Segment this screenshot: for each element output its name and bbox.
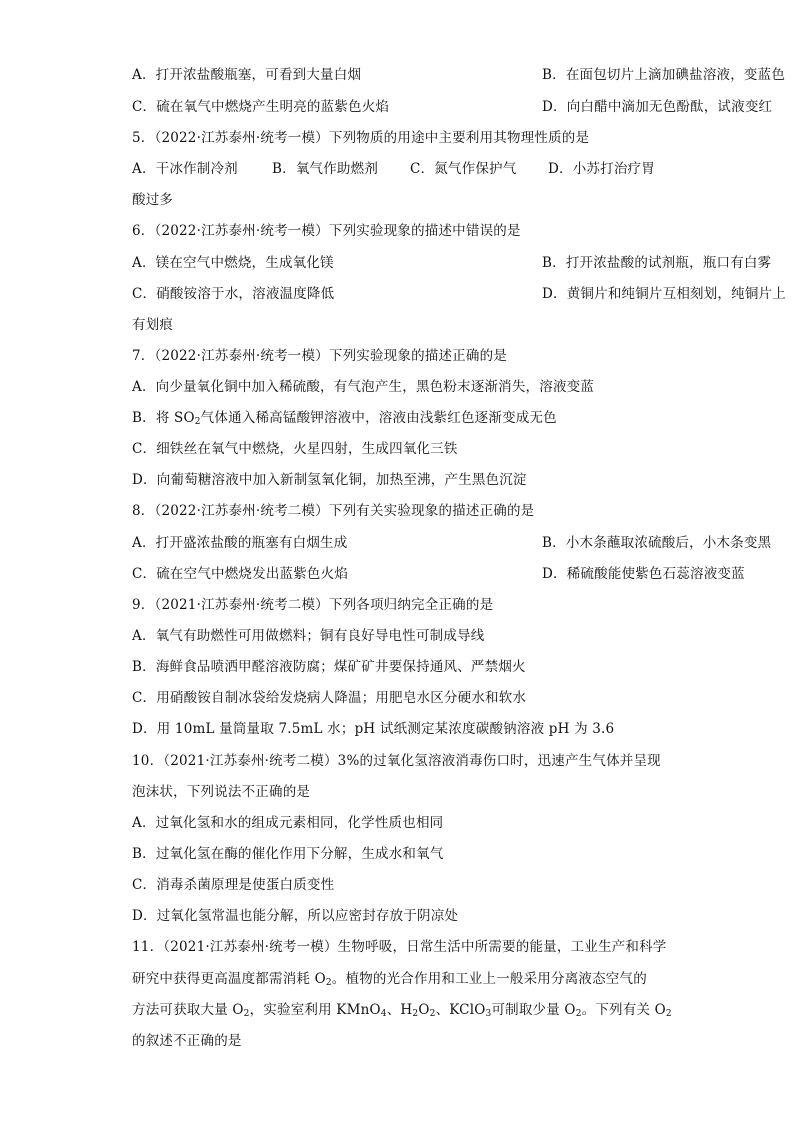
q11-line3-sub-5: 3 — [485, 1009, 492, 1019]
q9-option-d: D．用 10mL 量筒量取 7.5mL 水；pH 试纸测定某浓度碳酸钠溶液 pH 为 3.6 — [132, 721, 615, 737]
q11-line3-text-d: O — [418, 1002, 430, 1018]
q8-options-row-1 — [132, 528, 772, 559]
q4-option-c: C．硫在氧气中燃烧产生明亮的蓝紫色火焰 — [132, 99, 390, 115]
q11-line2-text-a: 研究中获得更高温度都需消耗 O — [132, 971, 326, 987]
q7-stem: 7．（2022·江苏泰州·统考一模）下列实验现象的描述正确的是 — [132, 348, 507, 364]
q7-option-b-post: 气体通入稀高锰酸钾溶液中，溶液由浅紫红色逐渐变成无色 — [200, 410, 557, 426]
q9-option-c: C．用硝酸铵自制冰袋给发烧病人降温；用肥皂水区分硬水和软水 — [132, 690, 527, 706]
q11-line3-text-e: 、KClO — [435, 1002, 486, 1018]
q11-line3-sub-1: 2 — [243, 1009, 250, 1019]
q11-line2-text-b: 。植物的光合作用和工业上一般采用分离液态空气的 — [331, 971, 647, 987]
q5-options-row — [132, 154, 655, 185]
q5-option-b: B．氧气作助燃剂 — [272, 161, 379, 177]
q7-option-b-pre: B．将 SO — [132, 410, 195, 426]
q7-option-b-sub: 2 — [194, 417, 201, 427]
q8-option-a: A．打开盛浓盐酸的瓶塞有白烟生成 — [132, 535, 348, 551]
q11-line3-text-a: 方法可获取大量 O — [132, 1002, 244, 1018]
q11-line3-sub-3: 2 — [412, 1009, 419, 1019]
q4-options-row-1 — [132, 60, 786, 91]
q11-line3-text-f: 可制取少量 O — [491, 1002, 576, 1018]
q6-option-a: A．镁在空气中燃烧，生成氧化镁 — [132, 255, 334, 271]
q11-stem-line-2 — [132, 964, 647, 995]
q5-option-c: C．氮气作保护气 — [410, 161, 517, 177]
q11-line3-text-c: 、H — [386, 1002, 413, 1018]
q8-option-c: C．硫在空气中燃烧发出蓝紫色火焰 — [132, 566, 349, 582]
q11-stem-line-4: 的叙述不正确的是 — [132, 1033, 242, 1049]
q4-option-a: A．打开浓盐酸瓶塞，可看到大量白烟 — [132, 67, 362, 83]
q5-option-a: A．干冰作制冷剂 — [132, 161, 238, 177]
q4-option-d: D．向白醋中滴加无色酚酞，试液变红 — [542, 99, 773, 115]
q8-options-row-2 — [132, 559, 745, 590]
q9-option-b: B．海鲜食品喷洒甲醛溶液防腐；煤矿矿井要保持通风、严禁烟火 — [132, 659, 526, 675]
q5-stem: 5．（2022·江苏泰州·统考一模）下列物质的用途中主要利用其物理性质的是 — [132, 130, 590, 146]
q7-option-d: D．向葡萄糖溶液中加入新制氢氧化铜，加热至沸，产生黑色沉淀 — [132, 472, 527, 488]
q11-line3-sub-4: 2 — [429, 1009, 436, 1019]
q6-options-row-1 — [132, 248, 772, 279]
q5-option-d: D．小苏打治疗胃 — [548, 161, 655, 177]
q10-option-c: C．消毒杀菌原理是使蛋白质变性 — [132, 877, 335, 893]
q11-line3-text-b: ，实验室利用 KMnO — [249, 1002, 381, 1018]
q11-line3-sub-6: 2 — [575, 1009, 582, 1019]
q6-option-b: B．打开浓盐酸的试剂瓶，瓶口有白雾 — [542, 255, 772, 271]
q8-stem: 8．（2022·江苏泰州·统考二模）下列有关实验现象的描述正确的是 — [132, 503, 535, 519]
q6-stem: 6．（2022·江苏泰州·统考一模）下列实验现象的描述中错误的是 — [132, 223, 521, 239]
q11-line3-text-g: 。下列有关 O — [581, 1002, 666, 1018]
q11-line3-sub-2: 4 — [380, 1009, 387, 1019]
q11-stem-line-3 — [132, 995, 672, 1026]
q11-line2-sub: 2 — [325, 978, 332, 988]
q6-option-d-continued: 有划痕 — [132, 317, 174, 333]
q7-option-c: C．细铁丝在氧气中燃烧，火星四射，生成四氧化三铁 — [132, 441, 458, 457]
q5-option-d-continued: 酸过多 — [132, 192, 174, 208]
q7-option-b — [132, 403, 557, 434]
q10-option-b: B．过氧化氢在酶的催化作用下分解，生成水和氧气 — [132, 846, 444, 862]
q11-line3-sub-7: 2 — [665, 1009, 672, 1019]
q8-option-d: D．稀硫酸能使紫色石蕊溶液变蓝 — [542, 566, 745, 582]
q10-option-d: D．过氧化氢常温也能分解，所以应密封存放于阴凉处 — [132, 908, 459, 924]
q4-options-row-2 — [132, 92, 773, 123]
q6-option-d: D．黄铜片和纯铜片互相刻划，纯铜片上 — [542, 286, 786, 302]
q11-stem-line-1: 11．（2021·江苏泰州·统考一模）生物呼吸，日常生活中所需要的能量，工业生产和科学 — [132, 939, 667, 955]
q4-option-b: B．在面包切片上滴加碘盐溶液，变蓝色 — [542, 67, 786, 83]
q7-option-a: A．向少量氧化铜中加入稀硫酸，有气泡产生，黑色粉末逐渐消失，溶液变蓝 — [132, 379, 595, 395]
q9-option-a: A．氧气有助燃性可用做燃料；铜有良好导电性可制成导线 — [132, 628, 485, 644]
q10-stem-line-2: 泡沫状，下列说法不正确的是 — [132, 784, 311, 800]
q6-options-row-2 — [132, 279, 786, 310]
q9-stem: 9．（2021·江苏泰州·统考二模）下列各项归纳完全正确的是 — [132, 597, 494, 613]
q6-option-c: C．硝酸铵溶于水，溶液温度降低 — [132, 286, 335, 302]
q10-stem-line-1: 10．（2021·江苏泰州·统考二模）3%的过氧化氢溶液消毒伤口时，迅速产生气体并呈现 — [132, 753, 661, 769]
q10-option-a: A．过氧化氢和水的组成元素相同，化学性质也相同 — [132, 815, 444, 831]
q8-option-b: B．小木条蘸取浓硫酸后，小木条变黑 — [542, 535, 772, 551]
